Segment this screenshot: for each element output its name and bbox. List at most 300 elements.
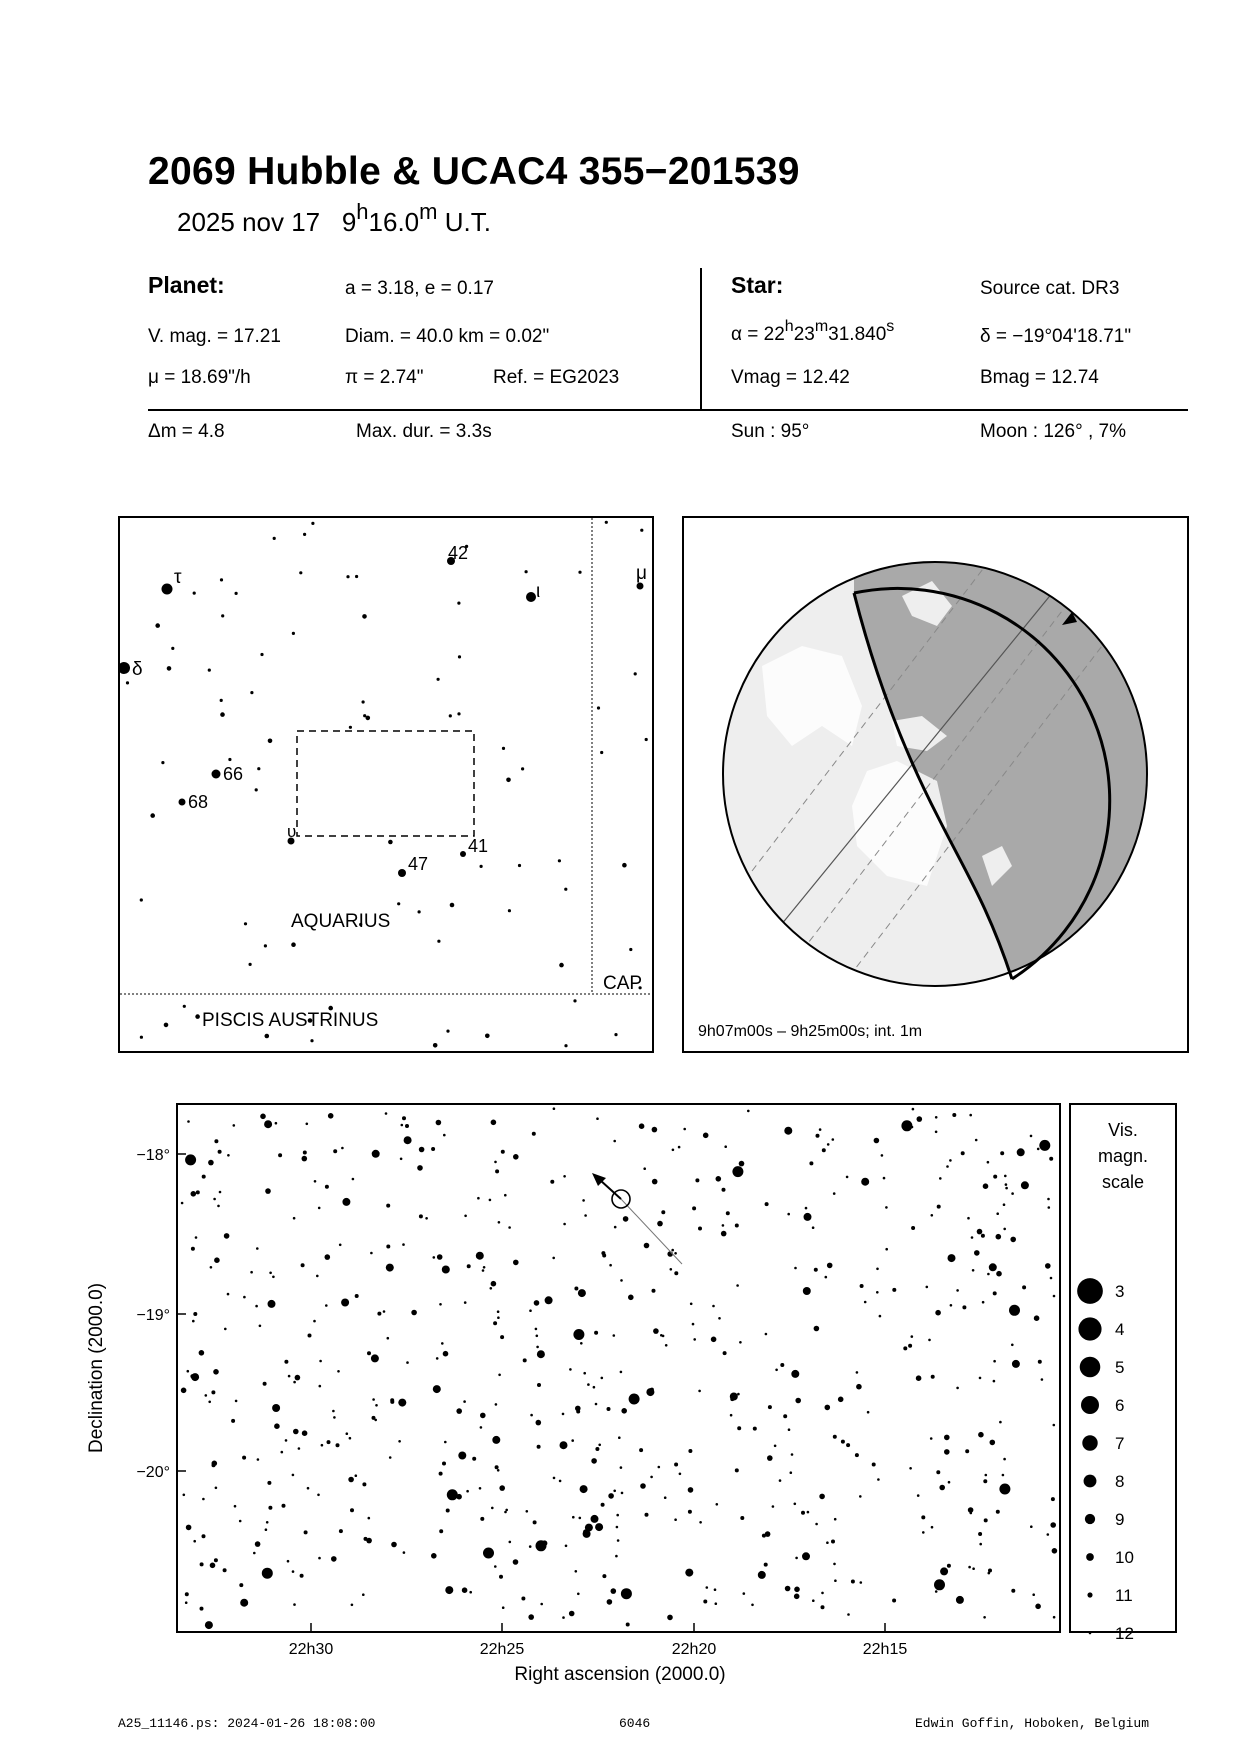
field-star bbox=[263, 1382, 267, 1386]
field-star bbox=[983, 1479, 987, 1483]
field-star bbox=[723, 1351, 727, 1355]
field-star bbox=[690, 1303, 693, 1306]
field-star bbox=[224, 1233, 230, 1239]
field-star bbox=[911, 1335, 914, 1338]
star-66-dot bbox=[212, 770, 221, 779]
field-star bbox=[372, 1150, 380, 1158]
field-star bbox=[446, 1509, 450, 1513]
field-star bbox=[490, 1287, 493, 1290]
field-star bbox=[528, 1614, 534, 1620]
star-68-dot bbox=[179, 799, 186, 806]
finder-field-star bbox=[303, 533, 306, 536]
field-star bbox=[692, 1323, 695, 1326]
field-star bbox=[665, 1344, 668, 1347]
field-star bbox=[1047, 1198, 1050, 1201]
field-star bbox=[282, 1504, 286, 1508]
field-star bbox=[441, 1342, 444, 1345]
field-star bbox=[916, 1375, 922, 1381]
field-star bbox=[513, 1154, 519, 1160]
finder-field-star bbox=[291, 942, 296, 947]
field-star bbox=[948, 1481, 951, 1484]
field-star bbox=[499, 1485, 505, 1491]
field-star bbox=[683, 1128, 686, 1131]
legend-label-mag-7: 7 bbox=[1115, 1434, 1125, 1453]
field-star bbox=[219, 1191, 222, 1194]
field-star bbox=[965, 1449, 969, 1453]
field-star bbox=[267, 1481, 271, 1485]
field-star bbox=[794, 1587, 800, 1593]
field-star bbox=[489, 1199, 492, 1202]
field-star bbox=[274, 1423, 280, 1429]
field-star bbox=[417, 1165, 423, 1171]
field-star bbox=[767, 1455, 773, 1461]
star-declination: δ = −19°04'18.71" bbox=[980, 326, 1132, 347]
field-star bbox=[183, 1494, 186, 1497]
field-star bbox=[984, 1518, 988, 1522]
field-star bbox=[825, 1276, 828, 1279]
field-star bbox=[386, 1264, 394, 1272]
field-star bbox=[743, 1592, 746, 1595]
field-star bbox=[618, 1436, 621, 1439]
field-star bbox=[214, 1257, 220, 1263]
finder-field-star bbox=[645, 738, 648, 741]
field-star bbox=[272, 1276, 275, 1279]
field-star bbox=[768, 1405, 772, 1409]
field-star bbox=[1003, 1458, 1006, 1461]
field-star bbox=[349, 1437, 352, 1440]
field-star bbox=[444, 1441, 447, 1444]
field-star bbox=[213, 1198, 216, 1201]
visibility-globe bbox=[682, 516, 1189, 1053]
field-star bbox=[313, 1320, 316, 1323]
field-star bbox=[306, 1123, 309, 1126]
field-star bbox=[540, 1603, 543, 1606]
field-star bbox=[200, 1607, 204, 1611]
x-axis-label: Right ascension (2000.0) bbox=[514, 1664, 726, 1685]
field-star bbox=[314, 1180, 317, 1183]
finder-field-star bbox=[397, 902, 400, 905]
field-star bbox=[576, 1410, 580, 1414]
field-star bbox=[1010, 1237, 1016, 1243]
legend-dot-mag-12 bbox=[1089, 1632, 1092, 1635]
field-star bbox=[802, 1552, 810, 1560]
field-star bbox=[935, 1310, 941, 1316]
finder-field-star bbox=[349, 726, 352, 729]
field-star bbox=[832, 1138, 835, 1141]
field-star bbox=[996, 1510, 1000, 1514]
field-star bbox=[545, 1296, 553, 1304]
field-star bbox=[530, 1414, 533, 1417]
field-star bbox=[1030, 1135, 1033, 1138]
field-star bbox=[370, 1252, 373, 1255]
field-star bbox=[660, 1334, 663, 1337]
magnitude-drop: Δm = 4.8 bbox=[148, 421, 225, 442]
field-star bbox=[1034, 1315, 1040, 1321]
field-star bbox=[814, 1326, 820, 1332]
field-star bbox=[483, 1266, 486, 1269]
field-star bbox=[1005, 1183, 1008, 1186]
field-star bbox=[1005, 1187, 1008, 1190]
field-star bbox=[833, 1563, 836, 1566]
field-star bbox=[657, 1221, 663, 1227]
field-star bbox=[231, 1419, 235, 1423]
legend-dot-mag-5 bbox=[1080, 1357, 1101, 1378]
finder-field-star bbox=[437, 940, 440, 943]
field-star bbox=[814, 1268, 818, 1272]
field-star bbox=[641, 1484, 644, 1487]
finder-field-star bbox=[299, 571, 302, 574]
x-tick-label-1: 22h25 bbox=[479, 1641, 525, 1658]
field-star bbox=[620, 1279, 623, 1282]
field-star bbox=[562, 1413, 565, 1416]
label-delta: δ bbox=[132, 659, 143, 680]
field-star bbox=[703, 1600, 707, 1604]
finder-field-star bbox=[249, 963, 252, 966]
field-star bbox=[563, 1223, 566, 1226]
field-star bbox=[202, 1534, 206, 1538]
label-66: 66 bbox=[223, 764, 244, 784]
finder-field-star bbox=[362, 700, 365, 703]
field-star bbox=[621, 1408, 627, 1414]
field-star bbox=[391, 1542, 397, 1548]
field-star bbox=[240, 1599, 248, 1607]
field-star bbox=[613, 1490, 616, 1493]
field-star bbox=[928, 1339, 931, 1342]
field-star bbox=[791, 1453, 794, 1456]
field-star bbox=[476, 1252, 484, 1260]
field-star bbox=[758, 1571, 766, 1579]
field-star bbox=[536, 1420, 542, 1426]
finder-field-star bbox=[346, 575, 349, 578]
field-star bbox=[491, 1281, 497, 1287]
field-star bbox=[255, 1305, 258, 1308]
label-tau: τ bbox=[174, 567, 182, 588]
field-star bbox=[962, 1305, 966, 1309]
field-star bbox=[293, 1429, 299, 1435]
field-star bbox=[372, 1398, 375, 1401]
field-star bbox=[580, 1485, 588, 1493]
finder-chart bbox=[118, 516, 654, 1053]
field-star bbox=[791, 1370, 799, 1378]
field-star bbox=[765, 1202, 769, 1206]
field-star bbox=[218, 1150, 222, 1154]
legend-label-mag-4: 4 bbox=[1115, 1320, 1125, 1339]
field-star bbox=[595, 1447, 599, 1451]
field-star bbox=[339, 1529, 343, 1533]
field-star bbox=[996, 1234, 1002, 1240]
field-star bbox=[628, 1295, 634, 1301]
field-star bbox=[368, 1517, 371, 1520]
field-star bbox=[602, 1574, 606, 1578]
star-iota-dot bbox=[526, 592, 536, 602]
field-star bbox=[917, 1494, 920, 1497]
field-star bbox=[658, 1466, 661, 1469]
field-star bbox=[988, 1572, 991, 1575]
field-star bbox=[716, 1176, 722, 1182]
finder-field-star bbox=[458, 655, 461, 658]
field-star bbox=[1037, 1148, 1040, 1151]
field-star bbox=[979, 1377, 982, 1380]
field-star bbox=[949, 1159, 952, 1162]
field-star bbox=[195, 1236, 198, 1239]
field-star bbox=[419, 1147, 425, 1153]
field-star bbox=[584, 1214, 587, 1217]
x-tick-label-2: 22h20 bbox=[671, 1641, 717, 1658]
field-star bbox=[472, 1457, 476, 1461]
legend-dot-mag-3 bbox=[1077, 1278, 1103, 1304]
field-star bbox=[205, 1394, 208, 1397]
field-star bbox=[569, 1368, 572, 1371]
field-star bbox=[591, 1458, 597, 1464]
field-star bbox=[571, 1439, 574, 1442]
field-star bbox=[591, 1515, 599, 1523]
field-star bbox=[355, 1294, 359, 1298]
field-star bbox=[362, 1482, 366, 1486]
star-source-catalog: Source cat. DR3 bbox=[980, 278, 1120, 299]
field-star bbox=[328, 1113, 334, 1119]
finder-field-star bbox=[605, 521, 608, 524]
planet-parallax: π = 2.74" bbox=[345, 367, 424, 388]
field-star bbox=[735, 1468, 739, 1472]
field-star bbox=[821, 1592, 824, 1595]
field-star bbox=[208, 1401, 211, 1404]
field-star bbox=[433, 1385, 441, 1393]
finder-field-star bbox=[622, 863, 627, 868]
field-star bbox=[187, 1120, 190, 1123]
field-star bbox=[804, 1213, 812, 1221]
planet-diameter: Diam. = 40.0 km = 0.02" bbox=[345, 326, 550, 347]
field-star bbox=[877, 1478, 880, 1481]
field-star bbox=[501, 1150, 505, 1154]
finder-field-star bbox=[220, 712, 225, 717]
field-star bbox=[718, 1317, 721, 1320]
field-star bbox=[521, 1597, 525, 1601]
field-star bbox=[922, 1531, 925, 1534]
field-star bbox=[374, 1419, 377, 1422]
field-star bbox=[583, 1372, 586, 1375]
field-star bbox=[398, 1440, 401, 1443]
field-star bbox=[585, 1524, 593, 1532]
field-star bbox=[974, 1250, 980, 1256]
field-star bbox=[533, 1520, 537, 1524]
field-star bbox=[185, 1601, 188, 1604]
field-star bbox=[292, 1474, 295, 1477]
field-star bbox=[534, 1300, 540, 1306]
field-star bbox=[563, 1175, 566, 1178]
planet-orbit: a = 3.18, e = 0.17 bbox=[345, 278, 494, 299]
field-star bbox=[562, 1616, 565, 1619]
finder-field-star bbox=[255, 788, 258, 791]
legend-dot-mag-9 bbox=[1085, 1514, 1095, 1524]
legend-dot-mag-6 bbox=[1081, 1396, 1099, 1414]
field-star bbox=[285, 1439, 288, 1442]
field-star bbox=[730, 1397, 734, 1401]
field-star bbox=[227, 1293, 230, 1296]
legend-dot-mag-7 bbox=[1082, 1435, 1097, 1450]
finder-field-star bbox=[193, 592, 196, 595]
minutes-unit: m bbox=[419, 199, 438, 224]
field-star bbox=[987, 1161, 990, 1164]
legend-title-line3: scale bbox=[1101, 1172, 1145, 1192]
finder-field-star bbox=[480, 865, 483, 868]
event-time-hours: 9 bbox=[341, 207, 357, 237]
field-star bbox=[598, 1444, 601, 1447]
field-star bbox=[250, 1271, 253, 1274]
field-star bbox=[259, 1325, 262, 1328]
field-star bbox=[912, 1108, 915, 1111]
field-star bbox=[855, 1453, 859, 1457]
field-star bbox=[185, 1154, 196, 1165]
finder-field-star bbox=[183, 1005, 186, 1008]
field-star bbox=[383, 1310, 386, 1313]
field-star bbox=[268, 1300, 276, 1308]
finder-field-star bbox=[437, 678, 440, 681]
footer-file-info: A25_11146.ps: 2024-01-26 18:08:00 bbox=[118, 1716, 376, 1731]
field-star bbox=[667, 1615, 673, 1621]
field-star bbox=[616, 1514, 619, 1517]
field-star bbox=[620, 1371, 623, 1374]
field-star bbox=[661, 1210, 665, 1214]
field-star bbox=[753, 1427, 757, 1431]
field-star bbox=[930, 1437, 933, 1440]
field-star bbox=[387, 1337, 390, 1340]
finder-field-star bbox=[366, 716, 371, 721]
field-star bbox=[1011, 1344, 1014, 1347]
field-star bbox=[703, 1133, 709, 1139]
field-star bbox=[553, 1107, 556, 1110]
field-star bbox=[504, 1511, 507, 1514]
field-star bbox=[495, 1465, 499, 1469]
field-star bbox=[996, 1271, 1002, 1277]
field-star bbox=[202, 1175, 206, 1179]
finder-field-star bbox=[506, 778, 511, 783]
field-star bbox=[601, 1503, 605, 1507]
field-star bbox=[860, 1581, 863, 1584]
legend-label-mag-5: 5 bbox=[1115, 1358, 1125, 1377]
field-star bbox=[847, 1613, 850, 1616]
footer-author: Edwin Goffin, Hoboken, Belgium bbox=[915, 1716, 1150, 1731]
field-star bbox=[401, 1124, 404, 1127]
field-star bbox=[239, 1583, 243, 1587]
field-star bbox=[498, 1221, 501, 1224]
field-star bbox=[223, 1568, 227, 1572]
field-star bbox=[940, 1567, 948, 1575]
field-star bbox=[716, 1503, 719, 1506]
field-star bbox=[688, 1510, 692, 1514]
field-star bbox=[595, 1523, 603, 1531]
field-star bbox=[367, 1351, 371, 1355]
field-star bbox=[861, 1178, 869, 1186]
finder-field-star bbox=[564, 888, 567, 891]
finder-field-star bbox=[264, 944, 267, 947]
field-star bbox=[805, 1207, 808, 1210]
field-star bbox=[497, 1316, 500, 1319]
field-star bbox=[1045, 1263, 1051, 1269]
field-star bbox=[462, 1587, 468, 1593]
field-star bbox=[302, 1156, 308, 1162]
field-star bbox=[456, 1408, 462, 1414]
label-iota: ι bbox=[536, 581, 541, 602]
field-star bbox=[821, 1605, 825, 1609]
field-star bbox=[325, 1254, 331, 1260]
field-star bbox=[513, 1559, 519, 1565]
event-time-minutes: 16.0 bbox=[368, 207, 420, 237]
finder-field-star bbox=[446, 1030, 449, 1033]
field-star bbox=[265, 1528, 268, 1531]
field-star bbox=[885, 1248, 888, 1251]
field-star bbox=[333, 1149, 337, 1153]
finder-field-star bbox=[155, 623, 160, 628]
field-star bbox=[646, 1388, 654, 1396]
field-star bbox=[193, 1312, 197, 1316]
field-star bbox=[239, 1520, 242, 1523]
field-star bbox=[200, 1562, 204, 1566]
field-star bbox=[385, 1112, 388, 1115]
star-vmag: Vmag = 12.42 bbox=[731, 367, 850, 388]
field-star bbox=[257, 1458, 260, 1461]
field-star bbox=[670, 1268, 673, 1271]
field-star bbox=[674, 1518, 677, 1521]
field-star bbox=[386, 1204, 390, 1208]
field-star bbox=[608, 1493, 614, 1499]
field-star bbox=[972, 1567, 975, 1570]
field-star bbox=[574, 1287, 578, 1291]
finder-field-star bbox=[355, 575, 358, 578]
field-star bbox=[477, 1197, 480, 1200]
field-star bbox=[193, 1540, 196, 1543]
field-star bbox=[971, 1236, 974, 1239]
field-star bbox=[892, 1599, 896, 1603]
field-star bbox=[480, 1413, 486, 1419]
field-star bbox=[275, 1122, 278, 1125]
field-star bbox=[626, 1623, 630, 1627]
field-star bbox=[1039, 1140, 1050, 1151]
field-star bbox=[582, 1199, 585, 1202]
field-star bbox=[872, 1463, 876, 1467]
field-star bbox=[772, 1505, 775, 1508]
field-star bbox=[442, 1462, 446, 1466]
field-star bbox=[939, 1585, 942, 1588]
finder-field-star bbox=[268, 739, 273, 744]
field-star bbox=[841, 1440, 845, 1444]
field-star bbox=[972, 1269, 975, 1272]
star-chart bbox=[80, 1100, 1180, 1700]
finder-field-star bbox=[597, 706, 600, 709]
field-star bbox=[483, 1548, 494, 1559]
field-star bbox=[983, 1183, 989, 1189]
field-star bbox=[794, 1267, 797, 1270]
field-star bbox=[751, 1604, 754, 1607]
field-star bbox=[596, 1117, 599, 1120]
footer-event-number: 6046 bbox=[619, 1716, 651, 1731]
field-star bbox=[431, 1147, 435, 1151]
finder-field-star bbox=[559, 963, 564, 968]
field-star bbox=[464, 1301, 467, 1304]
field-star bbox=[674, 1252, 677, 1255]
field-star bbox=[327, 1440, 331, 1444]
field-star bbox=[1003, 1203, 1006, 1206]
finder-field-star bbox=[573, 999, 576, 1002]
field-star bbox=[234, 1505, 237, 1508]
field-star bbox=[645, 1513, 649, 1517]
finder-field-star bbox=[292, 632, 295, 635]
field-star bbox=[569, 1611, 575, 1617]
label-41: 41 bbox=[468, 836, 489, 856]
field-star bbox=[736, 1284, 739, 1287]
field-star bbox=[970, 1512, 973, 1515]
field-star bbox=[336, 1443, 340, 1447]
field-star bbox=[969, 1114, 972, 1117]
